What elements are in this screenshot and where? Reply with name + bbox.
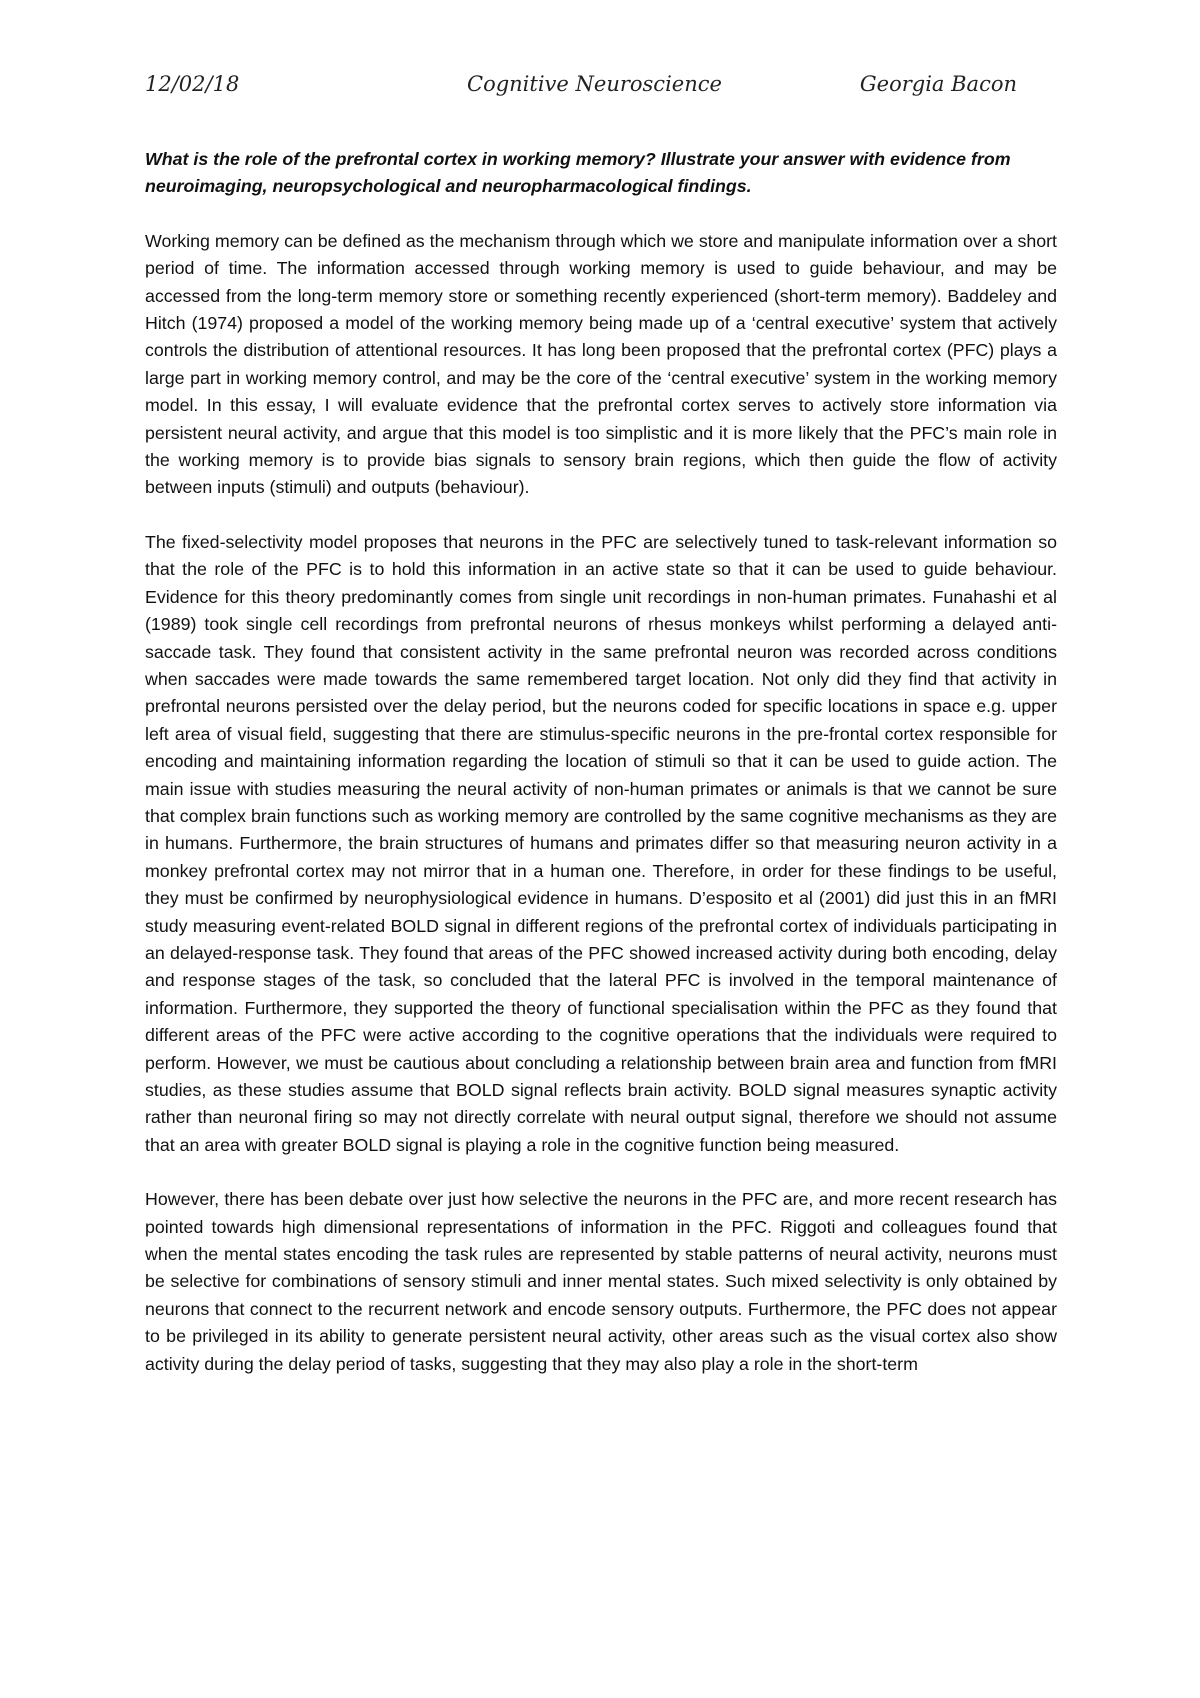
essay-question: What is the role of the prefrontal cortex in working memory? Illustrate your answer with evidence from neuroimaging, neuropsychological and neuropharmacological findings. [145,149,1011,197]
essay-paragraph: The fixed-selectivity model proposes that neurons in the PFC are selectively tuned to task-relevant information so that the role of the PFC is to hold this information in an active state so that it can be used to guide behaviour. Evidence for this theory predominantly comes from single unit recordings in non-human primates. Funahashi et al (1989) took single cell recordings from prefrontal neurons of rhesus monkeys whilst performing a delayed anti-saccade task. They found that consistent activity in the same prefrontal neuron was recorded across conditions when saccades were made towards the same remembered target location. Not only did they find that activity in prefrontal neurons persisted over the delay period, but the neurons coded for specific locations in space e.g. upper left area of visual field, suggesting that there are stimulus-specific neurons in the pre-frontal cortex responsible for encoding and maintaining information regarding the location of stimuli so that it can be used to guide action. The main issue with studies measuring the neural activity of non-human primates or animals is that we cannot be sure that complex brain functions such as working memory are controlled by the same cognitive mechanisms as they are in humans. Furthermore, the brain structures of humans and primates differ so that measuring neuron activity in a monkey prefrontal cortex may not mirror that in a human one. Therefore, in order for these findings to be useful, they must be confirmed by neurophysiological evidence in humans. D’esposito et al (2001) did just this in an fMRI study measuring event-related BOLD signal in different regions of the prefrontal cortex of individuals participating in an delayed-response task. They found that areas of the PFC showed increased activity during both encoding, delay and response stages of the task, so concluded that the lateral PFC is involved in the temporal maintenance of information. Furthermore, they supported the theory of functional specialisation within the PFC as they found that different areas of the PFC were active according to the cognitive operations that the individuals were required to perform. However, we must be cautious about concluding a relationship between brain area and function from fMRI studies, as these studies assume that BOLD signal reflects brain activity. BOLD signal measures synaptic activity rather than neuronal firing so may not directly correlate with neural output signal, therefore we should not assume that an area with greater BOLD signal is playing a role in the cognitive function being measured. [145,531,1057,1155]
header-author-name: Georgia Bacon [859,72,1017,96]
essay-paragraph: However, there has been debate over just how selective the neurons in the PFC are, and more recent research has pointed towards high dimensional representations of information in the PFC. Riggoti and colleagues found that when the mental states encoding the task rules are represented by stable patterns of neural activity, neurons must be selective for combinations of sensory stimuli and inner mental states. Such mixed selectivity is only obtained by neurons that connect to the recurrent network and encode sensory outputs. Furthermore, the PFC does not appear to be privileged in its ability to generate persistent neural activity, other areas such as the visual cortex also show activity during the delay period of tasks, suggesting that they may also play a role in the short-term [145,1189,1057,1374]
header-date: 12/02/18 [145,72,240,96]
essay-paragraph: Working memory can be defined as the mechanism through which we store and manipulate information over a short period of time. The information accessed through working memory is used to guide behaviour, and may be accessed from the long-term memory store or something recently experienced (short-term memory). Baddeley and Hitch (1974) proposed a model of the working memory being made up of a ‘central executive’ system that actively controls the distribution of attentional resources. It has long been proposed that the prefrontal cortex (PFC) plays a large part in working memory control, and may be the core of the ‘central executive’ system in the working memory model. In this essay, I will evaluate evidence that the prefrontal cortex serves to actively store information via persistent neural activity, and argue that this model is too simplistic and it is more likely that the PFC’s main role in the working memory is to provide bias signals to sensory brain regions, which then guide the flow of activity between inputs (stimuli) and outputs (behaviour). [145,230,1057,498]
page-header [145,72,1017,108]
essay-body [145,146,1057,1405]
header-course-title: Cognitive Neuroscience [467,72,722,96]
